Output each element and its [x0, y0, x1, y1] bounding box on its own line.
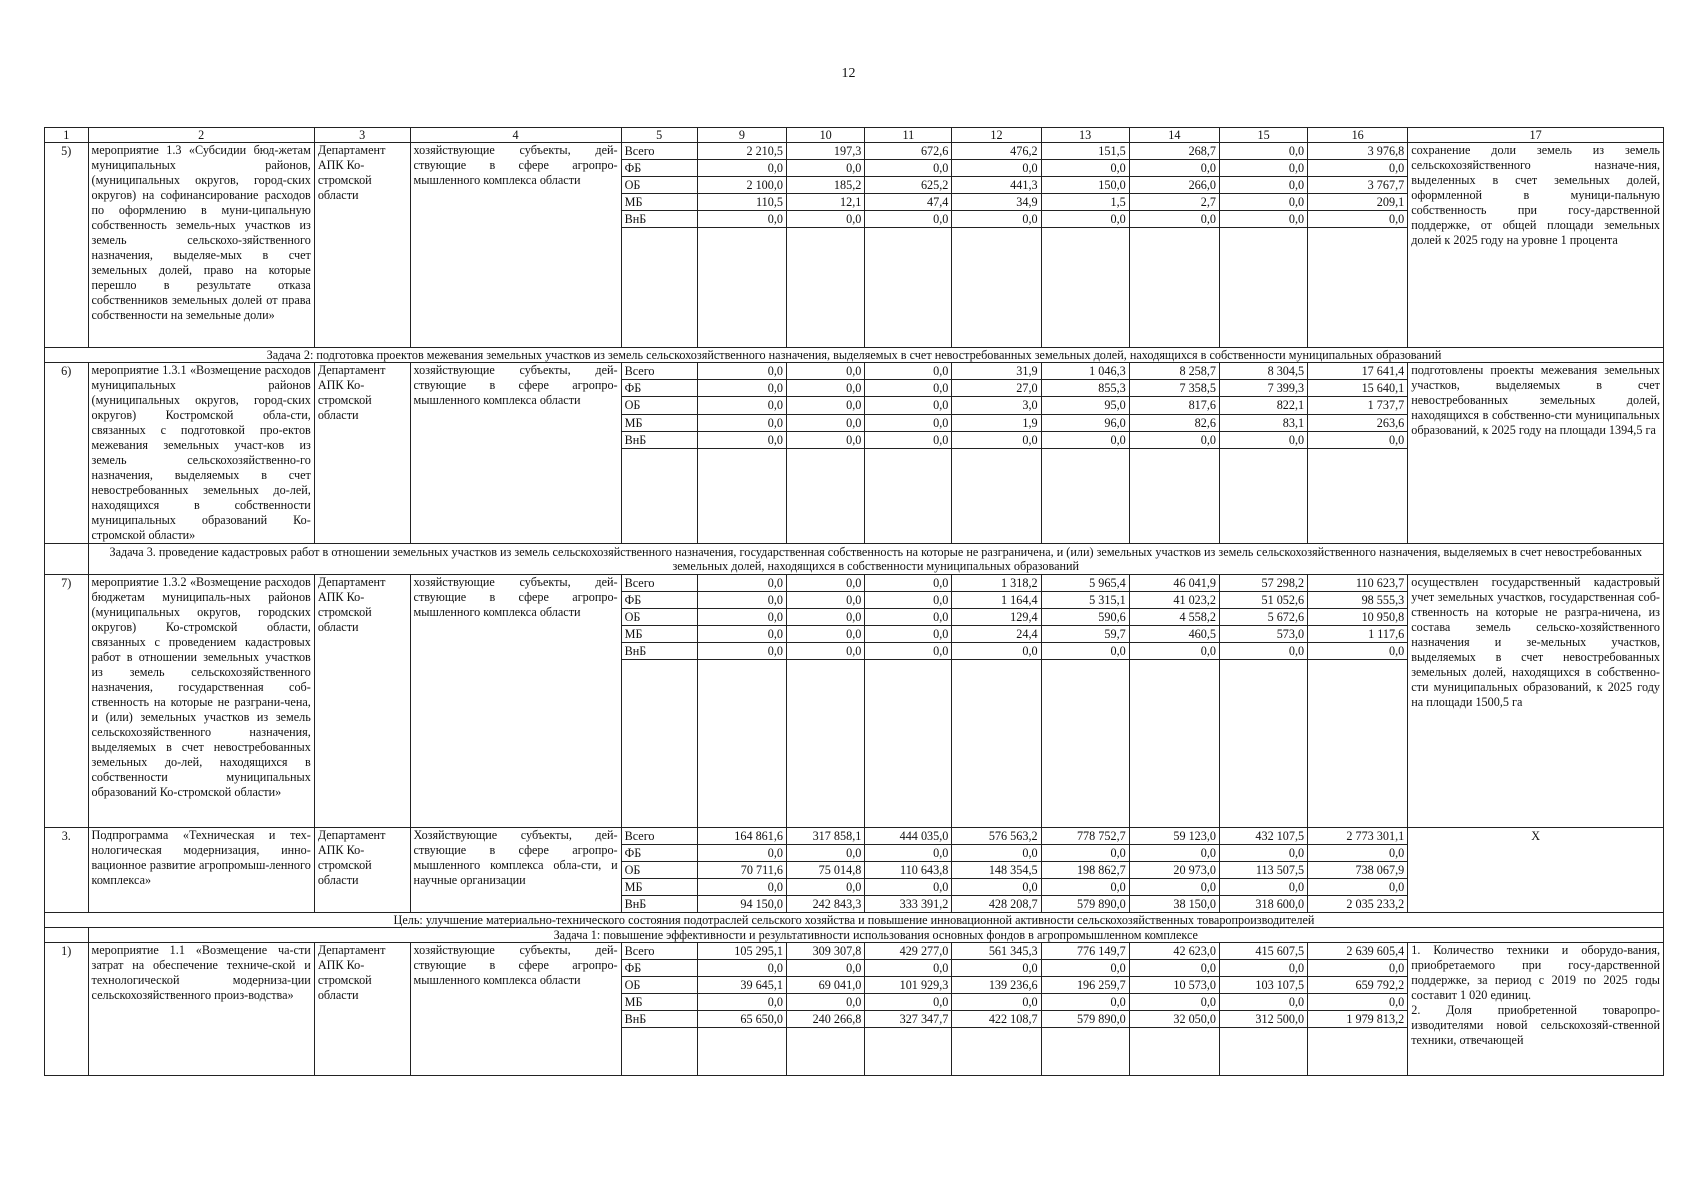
- participants: хозяйствующие субъекты, дей-ствующие в сфере агропро-мышленного комплекса области: [410, 363, 621, 544]
- value-cell: 0,0: [787, 879, 865, 896]
- source-label: ВнБ: [621, 1011, 697, 1028]
- value-cell: 0,0: [865, 160, 952, 177]
- value-cell: 0,0: [1308, 160, 1408, 177]
- value-cell: 0,0: [697, 397, 786, 414]
- value-cell: 70 711,6: [697, 862, 786, 879]
- value-cell: 10 573,0: [1129, 977, 1219, 994]
- value-cell: 0,0: [865, 609, 952, 626]
- value-cell: 65 650,0: [697, 1011, 786, 1028]
- value-cell: 0,0: [952, 960, 1041, 977]
- measure-block-5: [45, 143, 1664, 348]
- value-cell: 39 645,1: [697, 977, 786, 994]
- value-cell: 0,0: [1220, 994, 1308, 1011]
- executor: Департамент АПК Ко-стромской области: [314, 575, 410, 828]
- value-cell: 1 164,4: [952, 592, 1041, 609]
- value-cell: 422 108,7: [952, 1011, 1041, 1028]
- value-cell: 0,0: [952, 160, 1041, 177]
- value-cell: 98 555,3: [1308, 592, 1408, 609]
- value-cell: 1 117,6: [1308, 626, 1408, 643]
- value-cell: 0,0: [1129, 994, 1219, 1011]
- executor: Департамент АПК Ко-стромской области: [314, 363, 410, 544]
- value-cell: 2 639 605,4: [1308, 943, 1408, 960]
- value-cell: 0,0: [1220, 211, 1308, 228]
- value-cell: 579 890,0: [1041, 1011, 1129, 1028]
- value-cell: 268,7: [1129, 143, 1219, 160]
- value-cell: 0,0: [1220, 431, 1308, 448]
- value-cell: 2 100,0: [697, 177, 786, 194]
- value-cell: 561 345,3: [952, 943, 1041, 960]
- value-cell: 129,4: [952, 609, 1041, 626]
- value-cell: 428 208,7: [952, 896, 1041, 913]
- subprogram-name: Подпрограмма «Техническая и тех-нологическая модернизация, инно-вационное развитие агропромыш-ленного комплекса»: [88, 828, 314, 913]
- value-cell: 0,0: [787, 211, 865, 228]
- page-number: 12: [841, 66, 856, 81]
- value-cell: 0,0: [1129, 845, 1219, 862]
- value-cell: 0,0: [697, 845, 786, 862]
- value-cell: 0,0: [865, 879, 952, 896]
- value-cell: 0,0: [865, 397, 952, 414]
- value-cell: 31,9: [952, 363, 1041, 380]
- value-cell: 5 965,4: [1041, 575, 1129, 592]
- value-cell: 0,0: [1129, 211, 1219, 228]
- value-cell: 1 046,3: [1041, 363, 1129, 380]
- row-number: 7): [45, 575, 89, 828]
- value-cell: 1 318,2: [952, 575, 1041, 592]
- value-cell: 69 041,0: [787, 977, 865, 994]
- source-label: Всего: [621, 943, 697, 960]
- value-cell: 0,0: [1308, 994, 1408, 1011]
- value-cell: 855,3: [1041, 380, 1129, 397]
- column-header: 13: [1041, 128, 1129, 143]
- expected-result: подготовлены проекты межевания земельных участков, выделяемых в счет невостребованных земельных долей, находящихся в собственно-сти муниципальных образований, к 2025 году на площади 1394,5 га: [1408, 363, 1664, 544]
- measure-block-7: [45, 575, 1664, 828]
- column-header: 4: [410, 128, 621, 143]
- value-cell: 0,0: [1129, 879, 1219, 896]
- column-header: 9: [697, 128, 786, 143]
- source-label: ОБ: [621, 862, 697, 879]
- value-cell: 164 861,6: [697, 828, 786, 845]
- source-label: ОБ: [621, 177, 697, 194]
- source-label: ОБ: [621, 609, 697, 626]
- value-cell: 110 623,7: [1308, 575, 1408, 592]
- value-cell: 5 315,1: [1041, 592, 1129, 609]
- value-cell: 94 150,0: [697, 896, 786, 913]
- value-cell: 4 558,2: [1129, 609, 1219, 626]
- value-cell: 42 623,0: [1129, 943, 1219, 960]
- value-cell: 8 304,5: [1220, 363, 1308, 380]
- value-cell: 327 347,7: [865, 1011, 952, 1028]
- value-cell: 0,0: [865, 211, 952, 228]
- value-cell: 0,0: [697, 380, 786, 397]
- value-cell: 429 277,0: [865, 943, 952, 960]
- value-cell: 95,0: [1041, 397, 1129, 414]
- value-cell: 0,0: [697, 609, 786, 626]
- value-cell: 0,0: [865, 960, 952, 977]
- column-header: 16: [1308, 128, 1408, 143]
- source-label: ФБ: [621, 160, 697, 177]
- value-cell: 579 890,0: [1041, 896, 1129, 913]
- value-cell: 242 843,3: [787, 896, 865, 913]
- column-header: 10: [787, 128, 865, 143]
- source-label: МБ: [621, 414, 697, 431]
- value-cell: 3 976,8: [1308, 143, 1408, 160]
- value-cell: 0,0: [697, 960, 786, 977]
- executor: Департамент АПК Ко-стромской области: [314, 943, 410, 1076]
- measure-block-1: [45, 943, 1664, 1076]
- value-cell: 41 023,2: [1129, 592, 1219, 609]
- value-cell: 817,6: [1129, 397, 1219, 414]
- value-cell: 8 258,7: [1129, 363, 1219, 380]
- value-cell: 460,5: [1129, 626, 1219, 643]
- value-cell: 2 773 301,1: [1308, 828, 1408, 845]
- task-1-header: Задача 1: повышение эффективности и результативности использования основных фондов в агропромышленном комплексе: [88, 928, 1663, 943]
- source-label: ФБ: [621, 380, 697, 397]
- value-cell: 0,0: [1041, 160, 1129, 177]
- measure-block-6: [45, 363, 1664, 544]
- participants: хозяйствующие субъекты, дей-ствующие в сфере агропро-мышленного комплекса области: [410, 575, 621, 828]
- subprogram-block-3: [45, 828, 1664, 913]
- value-cell: 240 266,8: [787, 1011, 865, 1028]
- column-header: 17: [1408, 128, 1664, 143]
- participants: хозяйствующие субъекты, дей-ствующие в сфере агропро-мышленного комплекса области: [410, 143, 621, 348]
- value-cell: 1,5: [1041, 194, 1129, 211]
- executor: Департамент АПК Ко-стромской области: [314, 828, 410, 913]
- value-cell: 0,0: [1041, 431, 1129, 448]
- value-cell: 576 563,2: [952, 828, 1041, 845]
- value-cell: 0,0: [865, 643, 952, 660]
- value-cell: 0,0: [865, 994, 952, 1011]
- value-cell: 75 014,8: [787, 862, 865, 879]
- source-label: МБ: [621, 994, 697, 1011]
- value-cell: 317 858,1: [787, 828, 865, 845]
- value-cell: 103 107,5: [1220, 977, 1308, 994]
- value-cell: 27,0: [952, 380, 1041, 397]
- value-cell: 148 354,5: [952, 862, 1041, 879]
- value-cell: 150,0: [1041, 177, 1129, 194]
- column-header: 1: [45, 128, 89, 143]
- value-cell: 0,0: [787, 160, 865, 177]
- participants: хозяйствующие субъекты, дей-ствующие в сфере агропро-мышленного комплекса области: [410, 943, 621, 1076]
- value-cell: 0,0: [697, 211, 786, 228]
- value-cell: 59,7: [1041, 626, 1129, 643]
- value-cell: 0,0: [787, 994, 865, 1011]
- task-2-header: Задача 2: подготовка проектов межевания земельных участков из земель сельскохозяйственного назначения, выделяемых в счет невостребованных земельных долей, находящихся в собственности муниципальных образований: [45, 348, 1664, 363]
- column-header: 2: [88, 128, 314, 143]
- value-cell: 0,0: [1041, 845, 1129, 862]
- value-cell: 0,0: [697, 431, 786, 448]
- value-cell: 333 391,2: [865, 896, 952, 913]
- value-cell: 20 973,0: [1129, 862, 1219, 879]
- column-header: 12: [952, 128, 1041, 143]
- value-cell: 0,0: [1308, 879, 1408, 896]
- value-cell: 0,0: [952, 879, 1041, 896]
- row-number: 3.: [45, 828, 89, 913]
- value-cell: 0,0: [865, 845, 952, 862]
- source-label: ОБ: [621, 397, 697, 414]
- value-cell: 625,2: [865, 177, 952, 194]
- expected-result: 1. Количество техники и оборудо-вания, приобретаемого при госу-дарственной поддержке, за период с 2019 по 2025 годы составит 1 020 единиц. 2. Доля приобретенной товаропро-изводителями новой сельскохозяй-ственной техники, отвечающей: [1408, 943, 1664, 1076]
- value-cell: 0,0: [697, 592, 786, 609]
- value-cell: 0,0: [1129, 643, 1219, 660]
- value-cell: 0,0: [1041, 879, 1129, 896]
- row-number: 1): [45, 943, 89, 1076]
- value-cell: 309 307,8: [787, 943, 865, 960]
- value-cell: 5 672,6: [1220, 609, 1308, 626]
- value-cell: 0,0: [787, 845, 865, 862]
- source-label: Всего: [621, 363, 697, 380]
- measure-name: мероприятие 1.3.1 «Возмещение расходов муниципальных районов (муниципальных округов, город-ских округов) Костромской обла-сти, связанных с подготовкой про-ектов межевания земельных участ-ков из земель сельскохозяйственно-го назначения, выделяемых в счет невостребованных земельных до-лей, находящихся в собственности муниципальных образований Ко-стромской области»: [88, 363, 314, 544]
- value-cell: 10 950,8: [1308, 609, 1408, 626]
- value-cell: 0,0: [697, 626, 786, 643]
- participants: Хозяйствующие субъекты, дей-ствующие в сфере агропро-мышленного комплекса обла-сти, и научные организации: [410, 828, 621, 913]
- value-cell: 46 041,9: [1129, 575, 1219, 592]
- measure-name: мероприятие 1.1 «Возмещение ча-сти затрат на обеспечение техниче-ской и технологической модерниза-ции сельскохозяйственного произ-водства»: [88, 943, 314, 1076]
- value-cell: 0,0: [1129, 160, 1219, 177]
- value-cell: 0,0: [787, 380, 865, 397]
- value-cell: 17 641,4: [1308, 363, 1408, 380]
- value-cell: 263,6: [1308, 414, 1408, 431]
- value-cell: 15 640,1: [1308, 380, 1408, 397]
- value-cell: 0,0: [952, 643, 1041, 660]
- source-label: ВнБ: [621, 431, 697, 448]
- value-cell: 318 600,0: [1220, 896, 1308, 913]
- value-cell: 0,0: [787, 592, 865, 609]
- column-header: 3: [314, 128, 410, 143]
- value-cell: 0,0: [1220, 879, 1308, 896]
- value-cell: 59 123,0: [1129, 828, 1219, 845]
- value-cell: 113 507,5: [1220, 862, 1308, 879]
- value-cell: 0,0: [787, 431, 865, 448]
- value-cell: 0,0: [952, 431, 1041, 448]
- value-cell: 185,2: [787, 177, 865, 194]
- value-cell: 0,0: [697, 363, 786, 380]
- value-cell: 196 259,7: [1041, 977, 1129, 994]
- value-cell: 0,0: [787, 626, 865, 643]
- value-cell: 83,1: [1220, 414, 1308, 431]
- value-cell: 590,6: [1041, 609, 1129, 626]
- source-label: ФБ: [621, 960, 697, 977]
- source-label: ФБ: [621, 845, 697, 862]
- value-cell: 2 210,5: [697, 143, 786, 160]
- value-cell: 778 752,7: [1041, 828, 1129, 845]
- value-cell: 0,0: [697, 643, 786, 660]
- value-cell: 432 107,5: [1220, 828, 1308, 845]
- value-cell: 738 067,9: [1308, 862, 1408, 879]
- source-label: ОБ: [621, 977, 697, 994]
- value-cell: 2 035 233,2: [1308, 896, 1408, 913]
- value-cell: 0,0: [1041, 643, 1129, 660]
- value-cell: 0,0: [1308, 845, 1408, 862]
- value-cell: 0,0: [1308, 643, 1408, 660]
- value-cell: 24,4: [952, 626, 1041, 643]
- source-label: ВнБ: [621, 643, 697, 660]
- row-number: 6): [45, 363, 89, 544]
- value-cell: 0,0: [1220, 143, 1308, 160]
- source-label: МБ: [621, 879, 697, 896]
- value-cell: 0,0: [865, 626, 952, 643]
- value-cell: 0,0: [697, 414, 786, 431]
- value-cell: 0,0: [865, 592, 952, 609]
- value-cell: 0,0: [787, 575, 865, 592]
- source-label: ВнБ: [621, 896, 697, 913]
- value-cell: 2,7: [1129, 194, 1219, 211]
- row-number: 5): [45, 143, 89, 348]
- value-cell: 3,0: [952, 397, 1041, 414]
- value-cell: 38 150,0: [1129, 896, 1219, 913]
- goal-header: Цель: улучшение материально-технического состояния подотраслей сельского хозяйства и повышение инновационной активности сельскохозяйственных товаропроизводителей: [45, 913, 1664, 928]
- value-cell: 476,2: [952, 143, 1041, 160]
- value-cell: 57 298,2: [1220, 575, 1308, 592]
- value-cell: 3 767,7: [1308, 177, 1408, 194]
- value-cell: 0,0: [865, 431, 952, 448]
- value-cell: 0,0: [787, 397, 865, 414]
- value-cell: 105 295,1: [697, 943, 786, 960]
- value-cell: 7 399,3: [1220, 380, 1308, 397]
- expected-result: Х: [1408, 828, 1664, 913]
- value-cell: 7 358,5: [1129, 380, 1219, 397]
- value-cell: 0,0: [1220, 643, 1308, 660]
- value-cell: 312 500,0: [1220, 1011, 1308, 1028]
- value-cell: 96,0: [1041, 414, 1129, 431]
- value-cell: 0,0: [787, 414, 865, 431]
- value-cell: 198 862,7: [1041, 862, 1129, 879]
- expected-result: осуществлен государственный кадастровый учет земельных участков, государственная соб-ственность на которые не разгра-ничена, из состава земель сельско-хозяйственного назначения и зе-мельных участков, выделяемых в счет невостребованных земельных долей, находящихся в собственно-сти муниципальных образований, к 2025 году на площади 1500,5 га: [1408, 575, 1664, 828]
- value-cell: 1,9: [952, 414, 1041, 431]
- value-cell: 0,0: [865, 575, 952, 592]
- value-cell: 12,1: [787, 194, 865, 211]
- value-cell: 0,0: [865, 380, 952, 397]
- value-cell: 0,0: [1308, 211, 1408, 228]
- value-cell: 573,0: [1220, 626, 1308, 643]
- value-cell: 0,0: [865, 363, 952, 380]
- value-cell: 0,0: [1129, 431, 1219, 448]
- value-cell: 34,9: [952, 194, 1041, 211]
- value-cell: 0,0: [787, 960, 865, 977]
- value-cell: 0,0: [787, 643, 865, 660]
- column-header: 11: [865, 128, 952, 143]
- expected-result: сохранение доли земель из земель сельскохозяйственного назначе-ния, выделенных в счет земельных долей, оформленной в муници-пальную собственность при госу-дарственной поддержке, от общей площади земельных долей к 2025 году на уровне 1 процента: [1408, 143, 1664, 348]
- value-cell: 822,1: [1220, 397, 1308, 414]
- source-label: МБ: [621, 626, 697, 643]
- value-cell: 0,0: [697, 879, 786, 896]
- value-cell: 32 050,0: [1129, 1011, 1219, 1028]
- value-cell: 1 979 813,2: [1308, 1011, 1408, 1028]
- source-label: Всего: [621, 143, 697, 160]
- value-cell: 444 035,0: [865, 828, 952, 845]
- source-label: Всего: [621, 575, 697, 592]
- value-cell: 47,4: [865, 194, 952, 211]
- source-label: ВнБ: [621, 211, 697, 228]
- value-cell: 151,5: [1041, 143, 1129, 160]
- value-cell: 0,0: [1220, 177, 1308, 194]
- value-cell: 209,1: [1308, 194, 1408, 211]
- measure-name: мероприятие 1.3.2 «Возмещение расходов бюджетам муниципаль-ных районов (муниципальных округов, городских округов) Ко-стромской области, связанных с проведением кадастровых работ в отношении земельных участков из земель сельскохозяйственного назначения, государственная соб-ственность на которые не разграни-чена, и (или) земельных участков из земель сельскохозяйственного назначения, выделяемых в счет невостребованных земельных до-лей, находящихся в собственности муниципальных образований Ко-стромской области»: [88, 575, 314, 828]
- column-number-row: [45, 128, 1664, 143]
- value-cell: 659 792,2: [1308, 977, 1408, 994]
- value-cell: 0,0: [1220, 160, 1308, 177]
- value-cell: 0,0: [1041, 994, 1129, 1011]
- value-cell: 197,3: [787, 143, 865, 160]
- value-cell: 0,0: [1220, 960, 1308, 977]
- value-cell: 0,0: [865, 414, 952, 431]
- value-cell: 0,0: [952, 845, 1041, 862]
- task-3-header: Задача 3. проведение кадастровых работ в отношении земельных участков из земель сельскохозяйственного назначения, государственная собственность на которые не разграничена, и (или) земельных участков из земель сельскохозяйственного назначения, выделяемых в счет невостребованных земельных долей, находящихся в собственности муниципальных образований: [88, 544, 1663, 575]
- value-cell: 0,0: [697, 575, 786, 592]
- value-cell: 672,6: [865, 143, 952, 160]
- value-cell: 0,0: [1308, 431, 1408, 448]
- source-label: ФБ: [621, 592, 697, 609]
- value-cell: 0,0: [952, 211, 1041, 228]
- value-cell: 139 236,6: [952, 977, 1041, 994]
- value-cell: 0,0: [952, 994, 1041, 1011]
- value-cell: 0,0: [1308, 960, 1408, 977]
- column-header: 14: [1129, 128, 1219, 143]
- value-cell: 0,0: [787, 363, 865, 380]
- value-cell: 0,0: [697, 994, 786, 1011]
- source-label: Всего: [621, 828, 697, 845]
- value-cell: 0,0: [1041, 960, 1129, 977]
- value-cell: 266,0: [1129, 177, 1219, 194]
- value-cell: 110,5: [697, 194, 786, 211]
- value-cell: 51 052,6: [1220, 592, 1308, 609]
- executor: Департамент АПК Ко-стромской области: [314, 143, 410, 348]
- value-cell: 0,0: [1041, 211, 1129, 228]
- value-cell: 110 643,8: [865, 862, 952, 879]
- column-header: 15: [1220, 128, 1308, 143]
- value-cell: 1 737,7: [1308, 397, 1408, 414]
- value-cell: 82,6: [1129, 414, 1219, 431]
- value-cell: 776 149,7: [1041, 943, 1129, 960]
- value-cell: 0,0: [1220, 194, 1308, 211]
- value-cell: 0,0: [1220, 845, 1308, 862]
- program-table: [44, 127, 1664, 1076]
- value-cell: 0,0: [1129, 960, 1219, 977]
- value-cell: 101 929,3: [865, 977, 952, 994]
- measure-name: мероприятие 1.3 «Субсидии бюд-жетам муниципальных районов, (муниципальных округов, город-ских округов) на софинансирование расходов по оформлению в муни-ципальную собственность земель-ных участков из земель сельскохо-зяйственного назначения, выделяе-мых в счет земельных долей, право на которые перешло в результате отказа собственников земельных долей от права собственности на земельные доли»: [88, 143, 314, 348]
- value-cell: 0,0: [697, 160, 786, 177]
- column-header: 5: [621, 128, 697, 143]
- value-cell: 0,0: [787, 609, 865, 626]
- source-label: МБ: [621, 194, 697, 211]
- value-cell: 441,3: [952, 177, 1041, 194]
- value-cell: 415 607,5: [1220, 943, 1308, 960]
